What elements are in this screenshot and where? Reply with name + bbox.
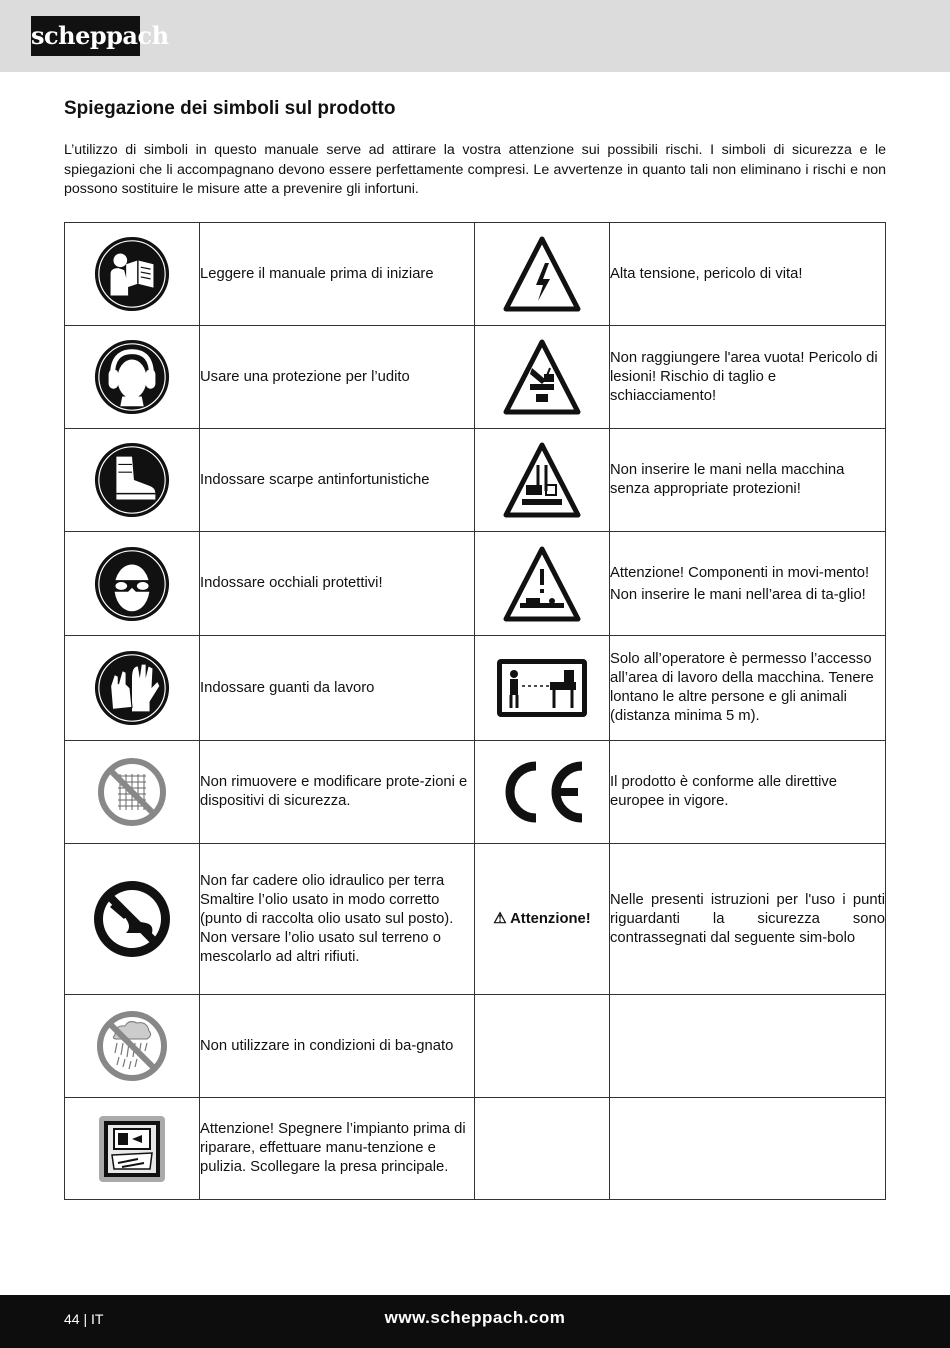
hand-in-machine-label: Non inserire le mani nella macchina senza appropriate protezioni! [610, 429, 886, 532]
table-row [65, 995, 886, 1098]
high-voltage-label: Alta tensione, pericolo di vita! [610, 223, 886, 326]
crushing-hazard-icon [475, 326, 610, 429]
safety-goggles-icon [65, 532, 200, 636]
empty-cell [610, 1098, 886, 1200]
page-number: 44 | IT [64, 1311, 104, 1327]
read-manual-icon [65, 223, 200, 326]
attention-label: ⚠ Attenzione! [475, 844, 610, 995]
read-manual-label: Leggere il manuale prima di iniziare [200, 223, 475, 326]
crushing-hazard-label: Non raggiungere l'area vuota! Pericolo di lesioni! Rischio di taglio e schiacciamento! [610, 326, 886, 429]
page-footer [0, 1295, 950, 1348]
moving-parts-line-2: Non inserire le mani nell’area di ta-glio! [610, 586, 866, 603]
empty-cell [475, 1098, 610, 1200]
table-row [65, 326, 886, 429]
table-row [65, 429, 886, 532]
no-oil-spill-icon [65, 844, 200, 995]
no-remove-guard-icon [65, 741, 200, 844]
ce-mark-icon [475, 741, 610, 844]
empty-cell [610, 995, 886, 1098]
moving-parts-icon [475, 532, 610, 636]
operator-area-icon [475, 636, 610, 741]
unplug-before-maintenance-icon [65, 1098, 200, 1200]
symbols-table [64, 222, 886, 1200]
no-wet-conditions-icon [65, 995, 200, 1098]
table-row [65, 741, 886, 844]
table-row [65, 636, 886, 741]
hearing-protection-icon [65, 326, 200, 429]
no-wet-conditions-label: Non utilizzare in condizioni di ba-gnato [200, 995, 475, 1098]
empty-cell [475, 995, 610, 1098]
intro-paragraph: L’utilizzo di simboli in questo manuale serve ad attirare la vostra attenzione sui possibili rischi. I simboli di sicurezza e le spiegazioni che li accompagnano devono essere perfettamente compresi. Le avvertenze in quanto tali non eliminano i rischi e non possono sostituire le misure atte a prevenire gli infortuni. [64, 142, 886, 197]
moving-parts-line-1: Attenzione! Componenti in movi-mento! [610, 564, 870, 581]
attention-description: Nelle presenti istruzioni per l'uso i punti riguardanti la sicurezza sono contrassegnati dal seguente sim-bolo [610, 844, 886, 995]
hand-in-machine-icon [475, 429, 610, 532]
table-row [65, 844, 886, 995]
scheppach-logo: scheppach [31, 16, 140, 56]
table-row [65, 223, 886, 326]
page-header [0, 0, 950, 72]
safety-goggles-label: Indossare occhiali protettivi! [200, 532, 475, 636]
work-gloves-label: Indossare guanti da lavoro [200, 636, 475, 741]
safety-shoes-icon [65, 429, 200, 532]
table-row [65, 1098, 886, 1200]
work-gloves-icon [65, 636, 200, 741]
moving-parts-label [610, 532, 886, 636]
table-row [65, 532, 886, 636]
high-voltage-icon [475, 223, 610, 326]
safety-shoes-label: Indossare scarpe antinfortunistiche [200, 429, 475, 532]
no-oil-spill-label: Non far cadere olio idraulico per terra Smaltire l’olio usato in modo corretto (punto di raccolta olio usato sul posto). Non versare l’olio usato sul terreno o mescolarlo ad altri rifiuti. [200, 844, 475, 995]
unplug-before-maintenance-label: Attenzione! Spegnere l’impianto prima di riparare, effettuare manu-tenzione e pulizia. Scollegare la presa principale. [200, 1098, 475, 1200]
hearing-protection-label: Usare una protezione per l’udito [200, 326, 475, 429]
operator-area-label: Solo all’operatore è permesso l’accesso all’area di lavoro della macchina. Tenere lontano le altre persone e gli animali (distanza minima 5 m). [610, 636, 886, 741]
page-title: Spiegazione dei simboli sul prodotto [64, 98, 396, 119]
website-link[interactable]: www.scheppach.com [384, 1308, 566, 1327]
ce-mark-label: Il prodotto è conforme alle direttive europee in vigore. [610, 741, 886, 844]
no-remove-guard-label: Non rimuovere e modificare prote-zioni e dispositivi di sicurezza. [200, 741, 475, 844]
